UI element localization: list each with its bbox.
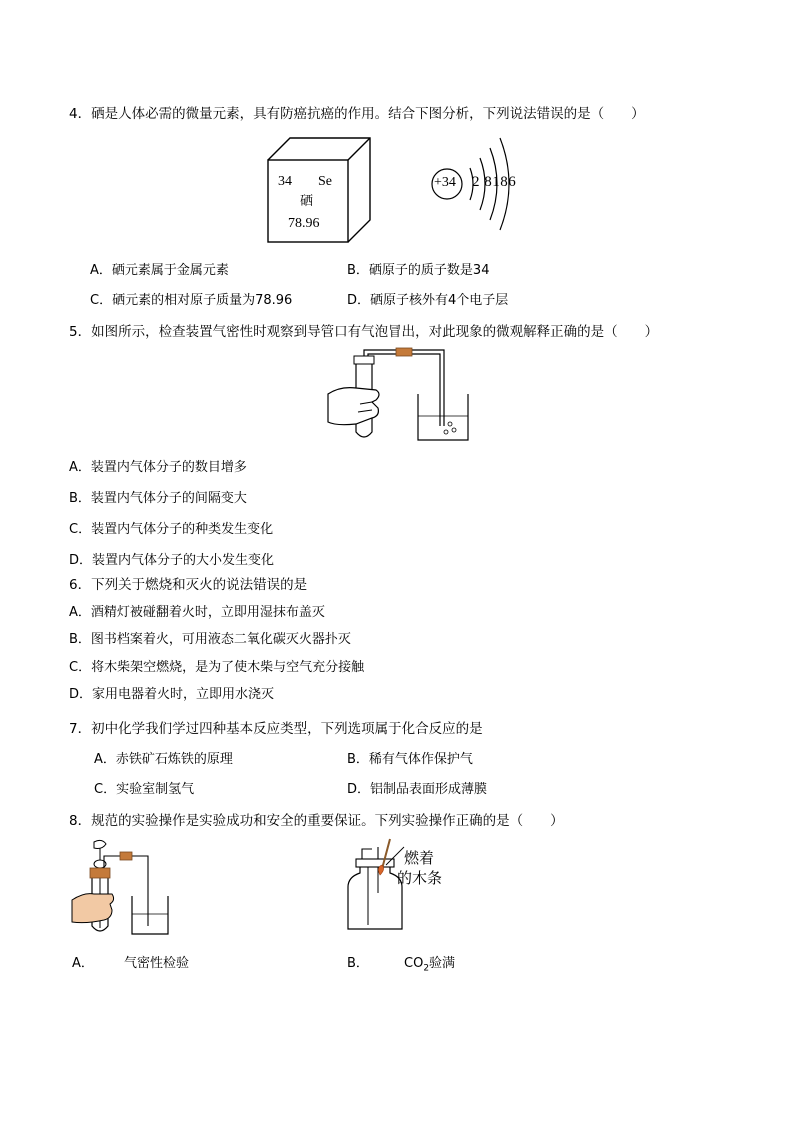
co2-subscript: 2 (423, 963, 430, 974)
question-4-stem: 4．硒是人体必需的微量元素，具有防癌抗癌的作用。结合下图分析，下列说法错误的是（ ） (69, 106, 645, 122)
q5-option-b: B．装置内气体分子的间隔变大 (69, 491, 247, 506)
q4-option-c: C．硒元素的相对原子质量为78.96 (90, 293, 293, 308)
q6-option-a: A．酒精灯被碰翻着火时，立即用湿抹布盖灭 (69, 605, 325, 620)
q8-option-b-letter: B． (347, 956, 369, 971)
element-symbol: Se (318, 174, 332, 189)
airtightness-apparatus-figure (326, 346, 476, 444)
q8-figure-b-label-line1: 燃着 (404, 849, 435, 867)
atom-nucleus-charge: +34 (434, 175, 456, 190)
element-name: 硒 (300, 194, 314, 209)
q4-option-a: A．硒元素属于金属元素 (90, 263, 229, 278)
q5-option-d: D．装置内气体分子的大小发生变化 (69, 553, 275, 568)
question-5-stem: 5．如图所示，检查装置气密性时观察到导管口有气泡冒出，对此现象的微观解释正确的是（ ） (69, 324, 659, 340)
q8-option-b-text (404, 952, 455, 974)
co-formula: CO (404, 956, 424, 971)
q7-option-b: B．稀有气体作保护气 (347, 752, 473, 767)
q5-option-a: A．装置内气体分子的数目增多 (69, 460, 247, 475)
question-6-stem: 6．下列关于燃烧和灭火的说法错误的是 (69, 577, 308, 593)
q7-option-c: C．实验室制氢气 (94, 782, 195, 797)
q7-option-d: D．铝制品表面形成薄膜 (347, 782, 488, 797)
q8-option-a-letter: A． (72, 956, 94, 971)
element-mass: 78.96 (288, 216, 320, 231)
element-number: 34 (278, 174, 292, 189)
q8-option-a-text: 气密性检验 (124, 956, 190, 971)
q4-option-b: B．硒原子的质子数是34 (347, 263, 490, 278)
full-test-text: 验满 (429, 956, 456, 971)
question-7-stem: 7．初中化学我们学过四种基本反应类型，下列选项属于化合反应的是 (69, 721, 483, 737)
q8-figure-b-label-line2: 的木条 (397, 869, 443, 887)
atom-shell-electrons: 2 8186 (472, 174, 517, 190)
question-8-stem: 8．规范的实验操作是实验成功和安全的重要保证。下列实验操作正确的是（ ） (69, 813, 564, 829)
q4-option-d: D．硒原子核外有4个电子层 (347, 293, 509, 308)
q5-option-c: C．装置内气体分子的种类发生变化 (69, 522, 274, 537)
q7-option-a: A．赤铁矿石炼铁的原理 (94, 752, 233, 767)
q8-figure-a-apparatus (72, 838, 176, 938)
q6-option-c: C．将木柴架空燃烧，是为了使木柴与空气充分接触 (69, 660, 365, 675)
q6-option-d: D．家用电器着火时，立即用水浇灭 (69, 687, 275, 702)
q6-option-b: B．图书档案着火，可用液态二氧化碳灭火器扑灭 (69, 632, 351, 647)
